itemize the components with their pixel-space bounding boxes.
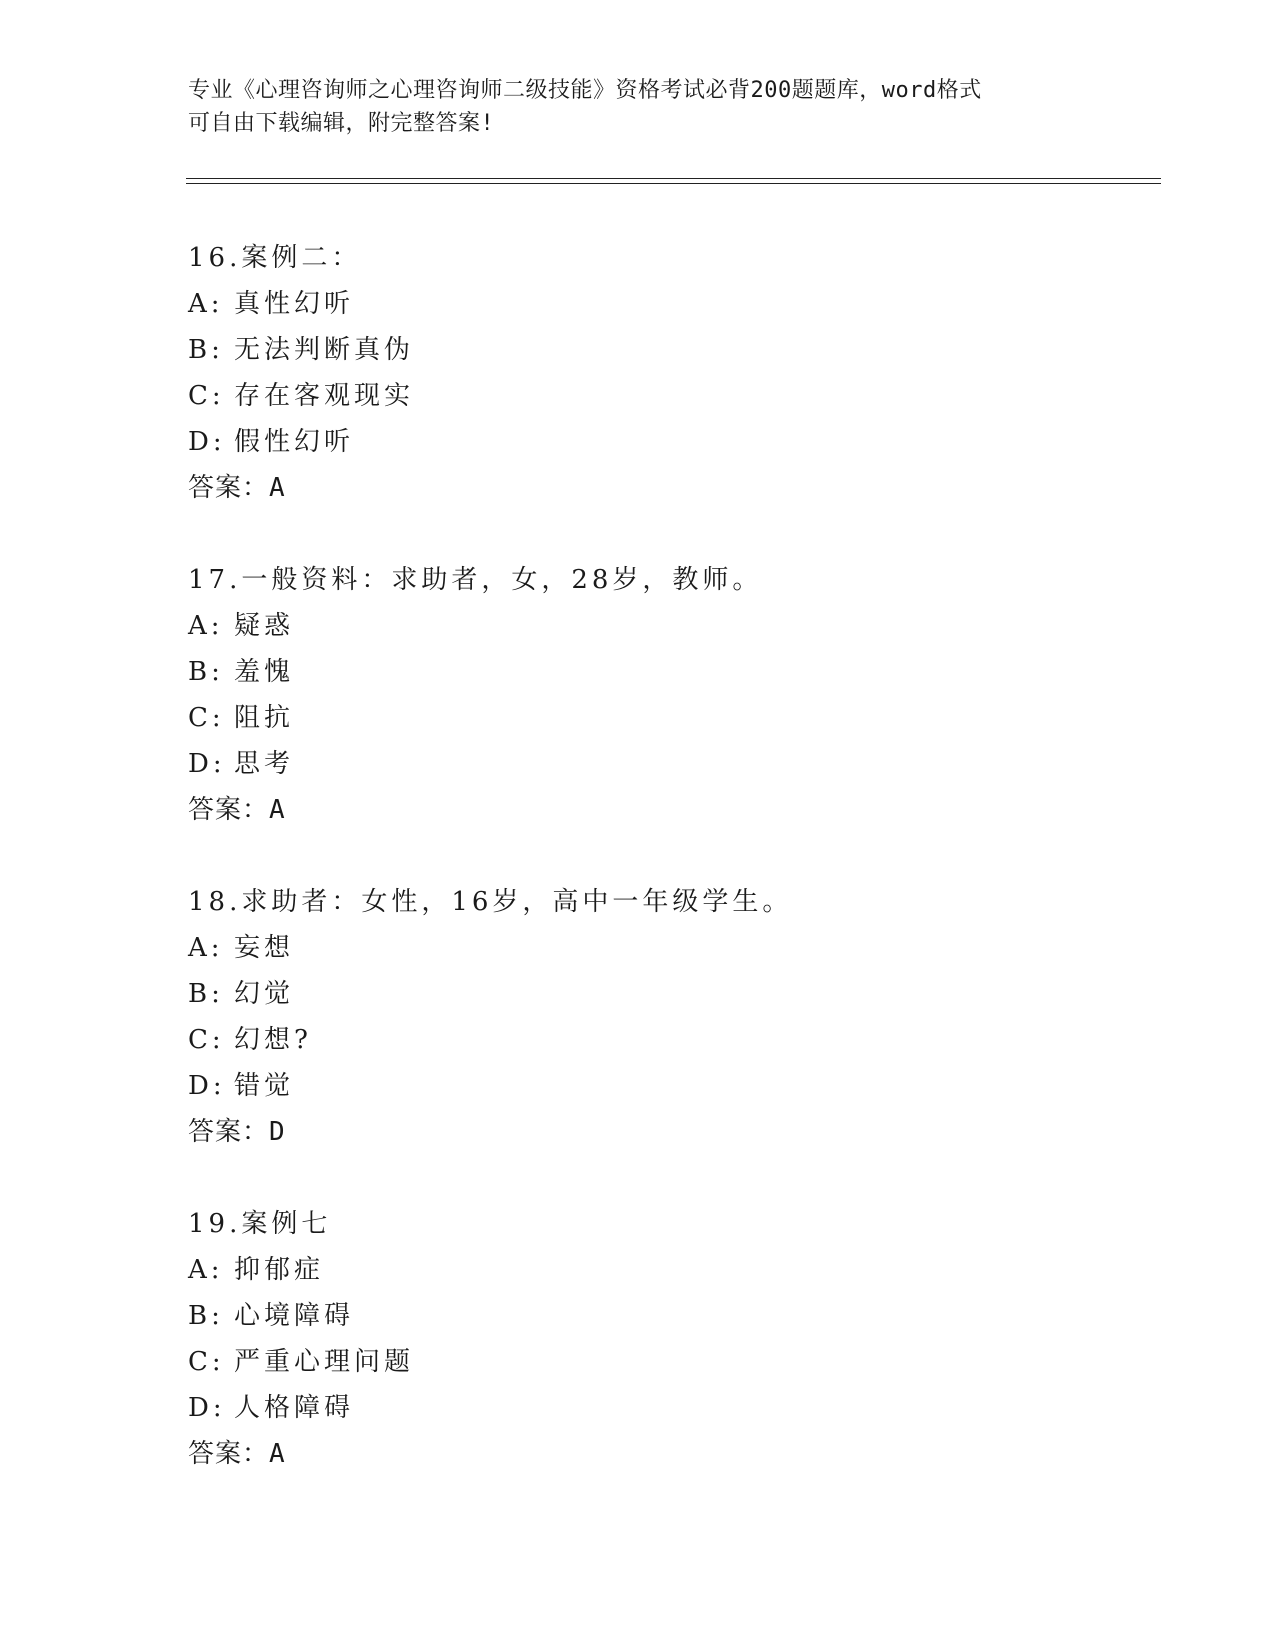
option-letter: C: (188, 381, 225, 411)
option-c (188, 373, 1138, 419)
option-text: 幻觉 (234, 979, 295, 1009)
question-18 (188, 879, 1138, 1155)
header-divider-top (186, 178, 1161, 179)
option-text: 心境障碍 (234, 1301, 355, 1331)
option-letter: D: (188, 427, 226, 457)
option-letter: A: (188, 289, 224, 319)
option-letter: A: (188, 1255, 224, 1285)
question-list (188, 235, 1138, 1523)
option-letter: D: (188, 1393, 226, 1423)
option-a (188, 281, 1138, 327)
answer: 答案：A (188, 473, 286, 503)
option-letter: B: (188, 335, 224, 365)
option-text: 羞愧 (234, 657, 295, 687)
question-stem: 17.一般资料：求助者，女，28岁，教师。 (188, 565, 763, 595)
option-a (188, 1247, 1138, 1293)
option-b (188, 971, 1138, 1017)
answer: 答案：D (188, 1117, 286, 1147)
document-header (188, 74, 1088, 140)
option-a (188, 925, 1138, 971)
question-16 (188, 235, 1138, 511)
question-19 (188, 1201, 1138, 1477)
option-d (188, 1385, 1138, 1431)
option-text: 存在客观现实 (234, 381, 415, 411)
option-letter: C: (188, 1025, 225, 1055)
option-text: 疑惑 (234, 611, 295, 641)
question-stem: 18.求助者：女性，16岁，高中一年级学生。 (188, 887, 793, 917)
option-text: 假性幻听 (234, 427, 355, 457)
option-letter: D: (188, 1071, 226, 1101)
option-letter: C: (188, 703, 225, 733)
option-b (188, 1293, 1138, 1339)
option-letter: B: (188, 657, 224, 687)
option-text: 思考 (234, 749, 295, 779)
option-d (188, 1063, 1138, 1109)
answer: 答案：A (188, 795, 286, 825)
option-text: 抑郁症 (234, 1255, 325, 1285)
option-letter: A: (188, 933, 224, 963)
option-a (188, 603, 1138, 649)
option-text: 错觉 (234, 1071, 295, 1101)
option-text: 妄想 (234, 933, 295, 963)
option-c (188, 1017, 1138, 1063)
option-text: 人格障碍 (234, 1393, 355, 1423)
option-letter: B: (188, 979, 224, 1009)
option-d (188, 419, 1138, 465)
option-text: 幻想? (234, 1025, 312, 1055)
option-text: 真性幻听 (234, 289, 355, 319)
question-17 (188, 557, 1138, 833)
option-c (188, 695, 1138, 741)
header-line-1: 专业《心理咨询师之心理咨询师二级技能》资格考试必背200题题库，word格式 (188, 78, 982, 103)
option-c (188, 1339, 1138, 1385)
answer: 答案：A (188, 1439, 286, 1469)
header-divider-bottom (186, 183, 1161, 184)
header-line-2: 可自由下载编辑，附完整答案! (188, 111, 495, 136)
option-letter: A: (188, 611, 224, 641)
option-text: 阻抗 (234, 703, 295, 733)
option-letter: B: (188, 1301, 224, 1331)
option-text: 无法判断真伪 (234, 335, 415, 365)
option-letter: C: (188, 1347, 225, 1377)
option-b (188, 649, 1138, 695)
option-d (188, 741, 1138, 787)
option-text: 严重心理问题 (234, 1347, 415, 1377)
question-stem: 19.案例七 (188, 1209, 332, 1239)
option-b (188, 327, 1138, 373)
question-stem: 16.案例二： (188, 243, 362, 273)
option-letter: D: (188, 749, 226, 779)
